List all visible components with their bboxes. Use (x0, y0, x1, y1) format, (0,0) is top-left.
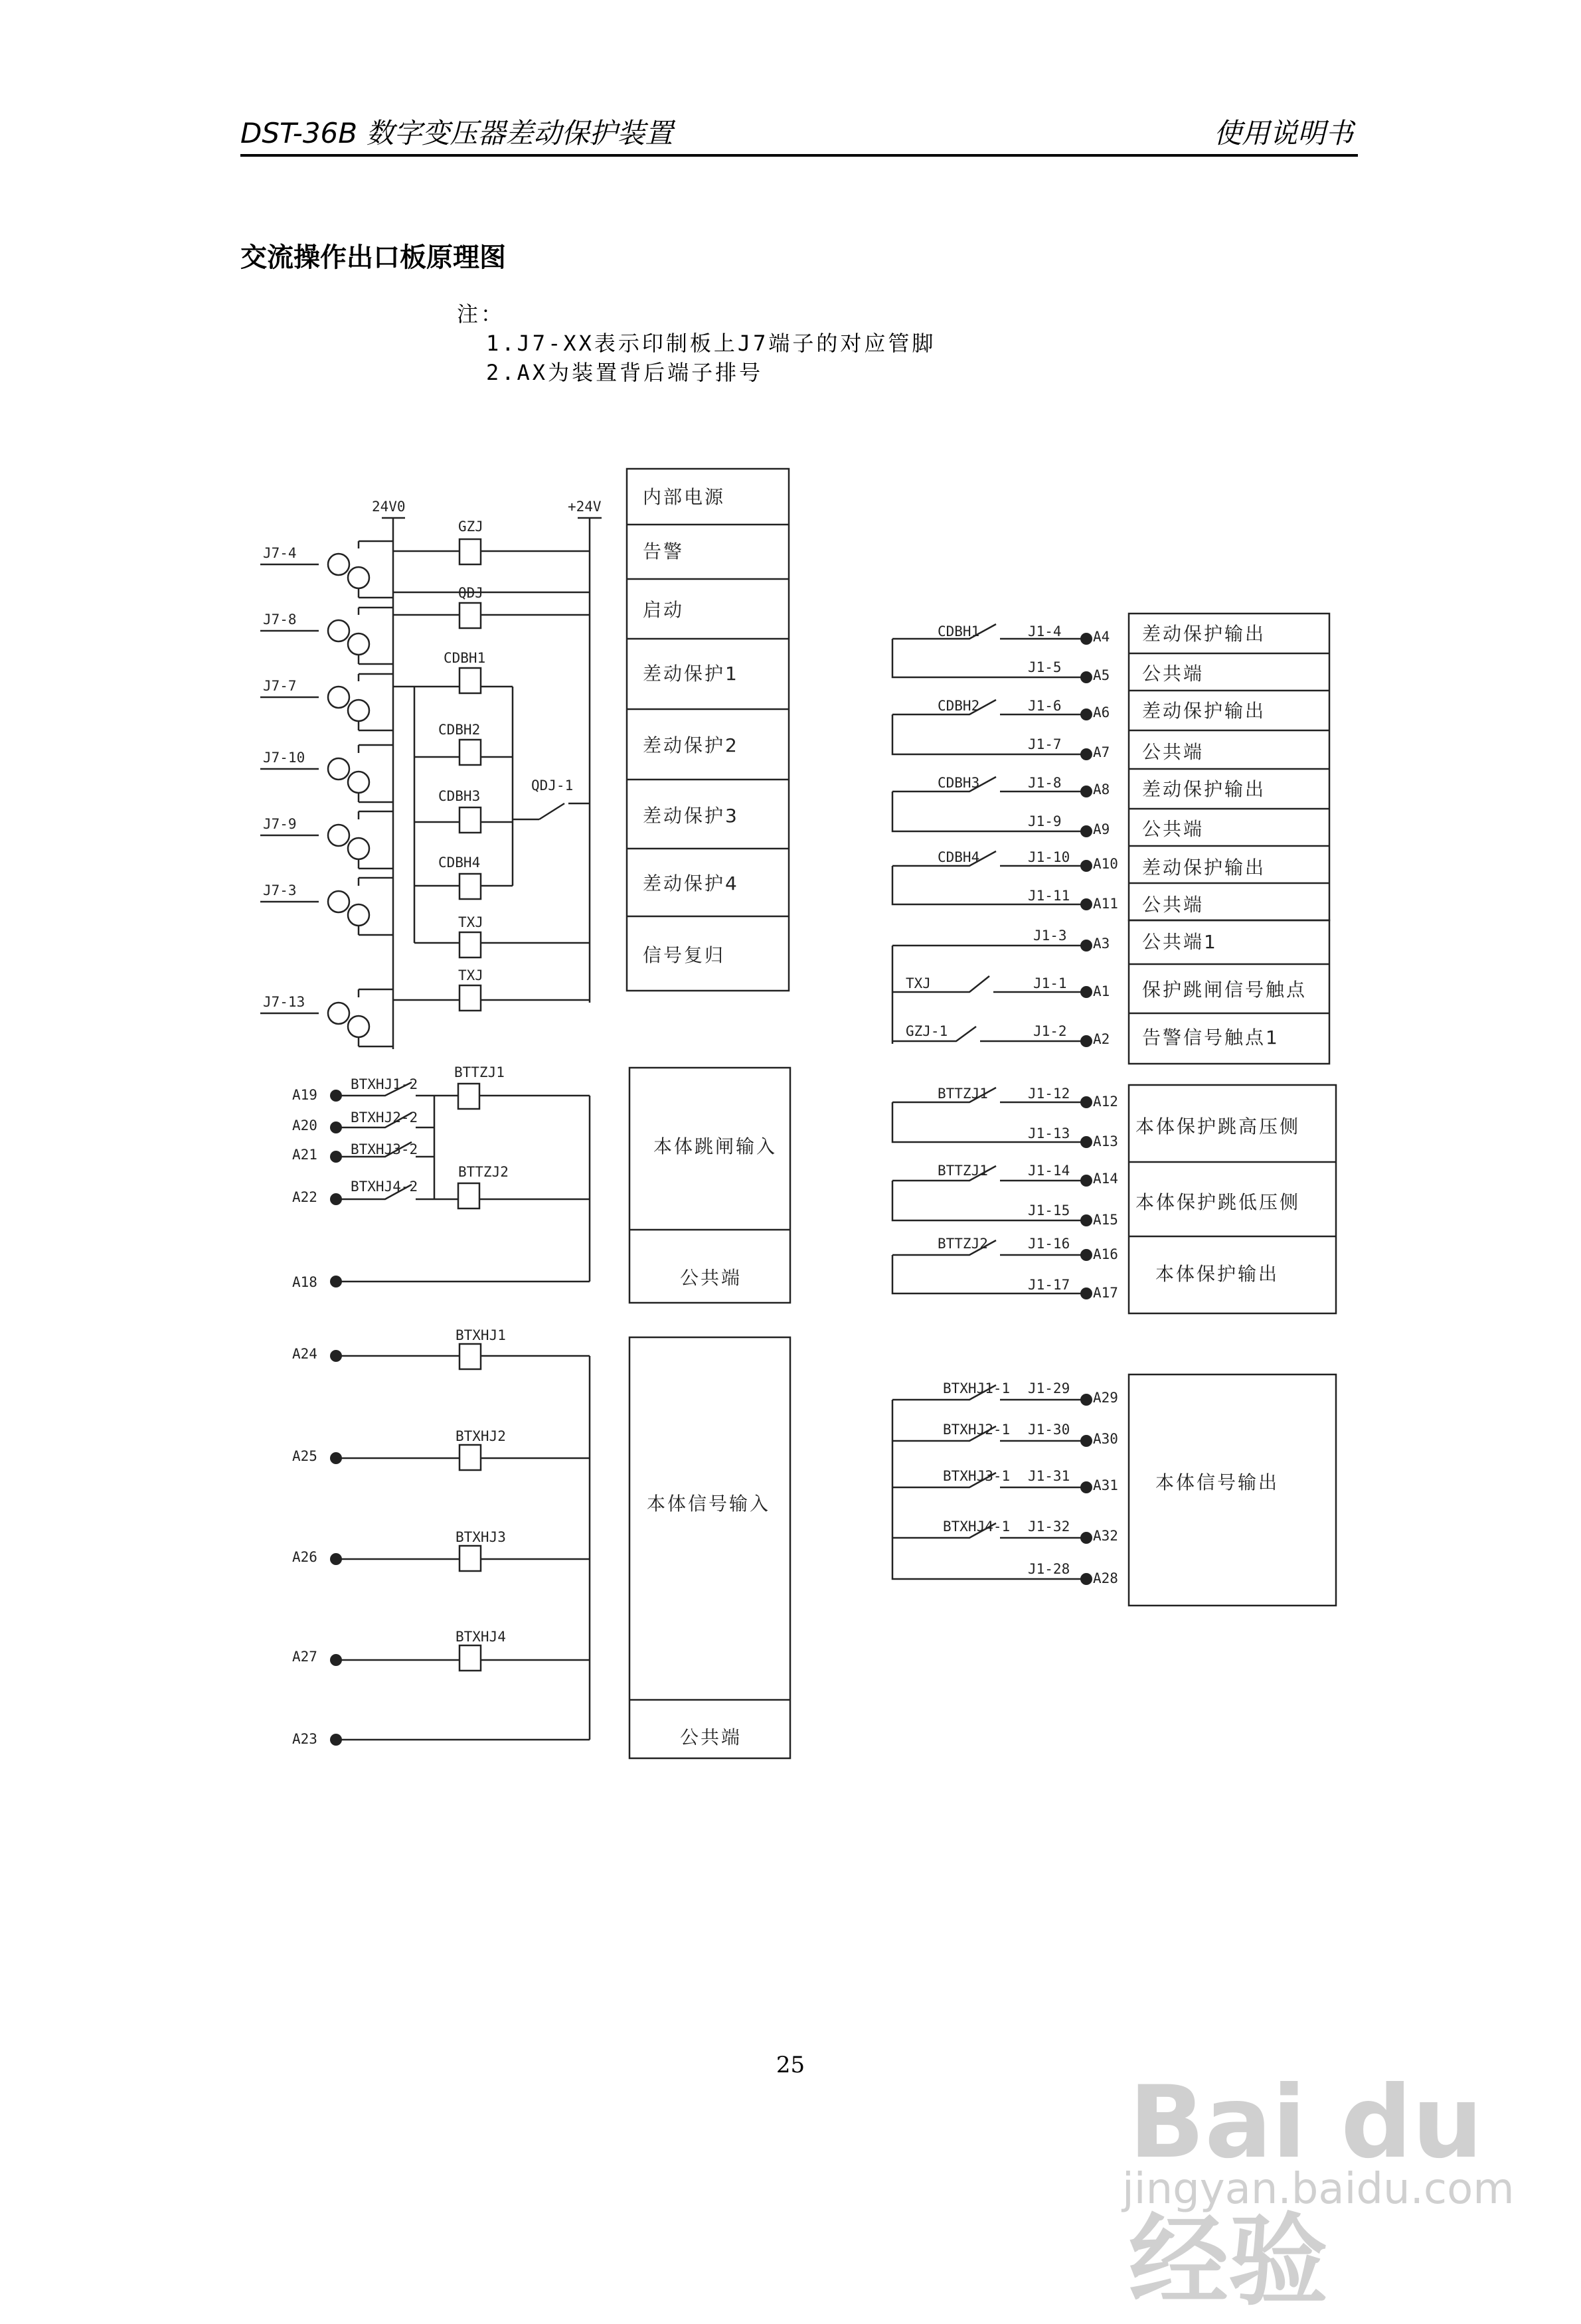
out-relay-cdbh3: CDBH3 (938, 775, 980, 791)
term-a28: A28 (1093, 1570, 1118, 1586)
out-pin-j1-11: J1-11 (1028, 888, 1070, 904)
term-a16: A16 (1093, 1246, 1118, 1262)
out-contact-btxhj2-1: BTXHJ2-1 (943, 1422, 1011, 1438)
out-relay-bttzj2: BTTZJ2 (938, 1236, 988, 1252)
out-pin-j1-32: J1-32 (1028, 1519, 1070, 1535)
body-signal-inputs (292, 1327, 790, 1758)
out-contact-btxhj1-1: BTXHJ1-1 (943, 1380, 1011, 1396)
out-contact-btxhj3-1: BTXHJ3-1 (943, 1468, 1011, 1484)
driver-j7-13 (260, 989, 393, 1046)
term-a10: A10 (1093, 856, 1118, 872)
label-trip-low-side: 本体保护跳低压侧 (1135, 1191, 1301, 1213)
label-body-trip-input: 本体跳闸输入 (653, 1135, 778, 1157)
out-pin-j1-14: J1-14 (1028, 1163, 1070, 1179)
relay-label-txj-1: TXJ (458, 914, 483, 930)
watermark-url: jingyan.baidu.com (1122, 2165, 1515, 2214)
contact-btxhj2-2: BTXHJ2-2 (351, 1110, 418, 1125)
out-pin-j1-5: J1-5 (1028, 659, 1062, 675)
pin-j7-10: J7-10 (263, 750, 305, 766)
out-pin-j1-29: J1-29 (1028, 1380, 1070, 1396)
term-a15: A15 (1093, 1212, 1118, 1228)
notes-line-2: 2.AX为装置背后端子排号 (486, 360, 764, 385)
term-a2: A2 (1093, 1031, 1110, 1047)
term-a14: A14 (1093, 1171, 1118, 1187)
page-number: 25 (776, 2052, 805, 2078)
out-pin-j1-30: J1-30 (1028, 1422, 1070, 1438)
driver-j7-8 (260, 608, 393, 664)
sig-relay-gzj-1: GZJ-1 (906, 1023, 948, 1039)
relay-bttzj2-in: BTTZJ2 (458, 1164, 509, 1180)
out-relay-bttzj1-a: BTTZJ1 (938, 1086, 988, 1102)
contact-btxhj3-2: BTXHJ3-2 (351, 1141, 418, 1157)
pin-j7-3: J7-3 (263, 882, 297, 898)
relay-label-cdbh1: CDBH1 (444, 650, 486, 666)
driver-j7-3 (260, 878, 393, 935)
box-diff-protect-4: 差动保护4 (643, 872, 739, 894)
pin-j7-8: J7-8 (263, 612, 297, 627)
term-a6: A6 (1093, 705, 1110, 720)
out-pin-j1-31: J1-31 (1028, 1468, 1070, 1484)
term-a25: A25 (292, 1448, 317, 1464)
rail-label-24v0: 24V0 (372, 499, 406, 515)
label-common-a18: 公共端 (680, 1267, 742, 1289)
out-pin-j1-7: J1-7 (1028, 736, 1062, 752)
top-function-boxes (627, 469, 789, 991)
relay-label-cdbh4: CDBH4 (438, 855, 481, 871)
out-pin-j1-4: J1-4 (1028, 623, 1062, 639)
contact-label-qdj-1: QDJ-1 (531, 778, 574, 793)
label-trip-high-side: 本体保护跳高压侧 (1135, 1116, 1301, 1137)
label-diff-output-1: 差动保护输出 (1142, 623, 1266, 645)
relay-label-gzj: GZJ (458, 519, 483, 535)
relay-label-cdbh3: CDBH3 (438, 788, 481, 804)
relay-btxhj1: BTXHJ1 (456, 1327, 506, 1343)
label-body-signal-output: 本体信号输出 (1155, 1471, 1280, 1493)
contact-qdj-1 (513, 778, 590, 819)
pin-j7-4: J7-4 (263, 545, 297, 561)
term-a26: A26 (292, 1549, 317, 1565)
term-a4: A4 (1093, 629, 1110, 645)
section-title: 交流操作出口板原理图 (240, 242, 506, 273)
relay-btxhj3: BTXHJ3 (456, 1529, 506, 1545)
relay-cdbh3 (414, 788, 513, 833)
term-a29: A29 (1093, 1390, 1118, 1406)
signal-contacts (892, 920, 1329, 1064)
pin-j7-7: J7-7 (263, 678, 297, 694)
notes-label: 注： (457, 301, 505, 327)
header-title: DST-36B 数字变压器差动保护装置 (240, 117, 673, 149)
box-internal-power: 内部电源 (643, 486, 726, 508)
term-a9: A9 (1093, 821, 1110, 837)
contact-btxhj1-2: BTXHJ1-2 (351, 1076, 418, 1092)
term-a30: A30 (1093, 1431, 1118, 1447)
out-relay-bttzj1-b: BTTZJ1 (938, 1163, 988, 1179)
out-relay-cdbh1: CDBH1 (938, 623, 980, 639)
term-a21: A21 (292, 1147, 317, 1163)
watermark-brand: Bai du 经验 (1129, 2065, 1483, 2319)
label-diff-output-3: 差动保护输出 (1142, 778, 1266, 800)
label-trip-signal-contact: 保护跳闸信号触点 (1142, 979, 1307, 1001)
term-a3: A3 (1093, 936, 1110, 952)
relay-label-txj-2: TXJ (458, 967, 483, 983)
driver-j7-4 (260, 541, 590, 598)
label-body-signal-input: 本体信号输入 (647, 1493, 771, 1515)
relay-gzj (393, 519, 590, 564)
term-a27: A27 (292, 1649, 317, 1665)
body-trip-outputs (892, 1085, 1336, 1313)
sig-pin-j1-2: J1-2 (1033, 1023, 1067, 1039)
label-common-a5: 公共端 (1142, 663, 1205, 685)
sig-pin-j1-1: J1-1 (1033, 975, 1067, 991)
sig-pin-j1-3: J1-3 (1033, 928, 1067, 944)
out-pin-j1-17: J1-17 (1028, 1277, 1070, 1293)
out-contact-btxhj4-1: BTXHJ4-1 (943, 1519, 1011, 1535)
term-a5: A5 (1093, 667, 1110, 683)
contact-btxhj4-2: BTXHJ4-2 (351, 1179, 418, 1195)
relay-btxhj2: BTXHJ2 (456, 1428, 506, 1444)
label-common-a11: 公共端 (1142, 894, 1205, 916)
out-pin-j1-8: J1-8 (1028, 775, 1062, 791)
out-pin-j1-16: J1-16 (1028, 1236, 1070, 1252)
term-a12: A12 (1093, 1094, 1118, 1110)
term-a19: A19 (292, 1087, 317, 1103)
out-pin-j1-9: J1-9 (1028, 813, 1062, 829)
out-pin-j1-28: J1-28 (1028, 1561, 1070, 1577)
notes-line-1: 1.J7-XX表示印制板上J7端子的对应管脚 (486, 331, 936, 356)
body-signal-outputs (892, 1374, 1336, 1606)
term-a24: A24 (292, 1346, 317, 1362)
label-diff-output-2: 差动保护输出 (1142, 700, 1266, 722)
term-a13: A13 (1093, 1133, 1118, 1149)
relay-bttzj1-in: BTTZJ1 (454, 1064, 505, 1080)
term-a23: A23 (292, 1731, 317, 1747)
term-a7: A7 (1093, 744, 1110, 760)
term-a8: A8 (1093, 782, 1110, 797)
driver-j7-7 (260, 674, 393, 730)
label-alarm-contact-1: 告警信号触点1 (1142, 1027, 1280, 1048)
term-a1: A1 (1093, 983, 1110, 999)
label-body-protect-output: 本体保护输出 (1155, 1263, 1280, 1285)
relay-cdbh1 (393, 650, 513, 693)
driver-j7-10 (260, 745, 393, 802)
term-a31: A31 (1093, 1477, 1118, 1493)
box-diff-protect-2: 差动保护2 (643, 734, 739, 756)
label-common-a23: 公共端 (680, 1726, 742, 1748)
pin-j7-13: J7-13 (263, 994, 305, 1010)
term-a22: A22 (292, 1189, 317, 1205)
body-trip-inputs (292, 1064, 790, 1303)
out-pin-j1-10: J1-10 (1028, 849, 1070, 865)
term-a11: A11 (1093, 896, 1118, 912)
box-diff-protect-1: 差动保护1 (643, 663, 739, 685)
relay-label-qdj: QDJ (458, 585, 483, 601)
out-relay-cdbh2: CDBH2 (938, 698, 980, 714)
driver-j7-9 (260, 811, 393, 869)
term-a18: A18 (292, 1274, 317, 1290)
out-pin-j1-6: J1-6 (1028, 698, 1062, 714)
sig-relay-txj: TXJ (906, 975, 931, 991)
label-common-1: 公共端1 (1142, 931, 1218, 953)
pin-j7-9: J7-9 (263, 816, 297, 832)
out-relay-cdbh4: CDBH4 (938, 849, 980, 865)
label-common-a7: 公共端 (1142, 741, 1205, 763)
term-a32: A32 (1093, 1528, 1118, 1544)
out-pin-j1-12: J1-12 (1028, 1086, 1070, 1102)
box-signal-reset: 信号复归 (643, 944, 726, 966)
relay-txj-1 (414, 914, 590, 957)
label-common-a9: 公共端 (1142, 818, 1205, 840)
term-a17: A17 (1093, 1285, 1118, 1301)
header-doc-type: 使用说明书 (1214, 117, 1354, 149)
out-pin-j1-15: J1-15 (1028, 1203, 1070, 1218)
relay-btxhj4: BTXHJ4 (456, 1629, 506, 1645)
term-a20: A20 (292, 1118, 317, 1133)
relay-cdbh4 (414, 855, 513, 899)
right-outputs-cdbh (892, 614, 1329, 920)
relay-cdbh2 (414, 722, 513, 765)
box-alarm: 告警 (643, 540, 685, 562)
out-pin-j1-13: J1-13 (1028, 1125, 1070, 1141)
relay-label-cdbh2: CDBH2 (438, 722, 481, 738)
label-diff-output-4: 差动保护输出 (1142, 857, 1266, 878)
box-start: 启动 (643, 599, 685, 621)
rail-label-24v: +24V (568, 499, 602, 515)
relay-txj-2 (393, 967, 590, 1011)
box-diff-protect-3: 差动保护3 (643, 805, 739, 827)
